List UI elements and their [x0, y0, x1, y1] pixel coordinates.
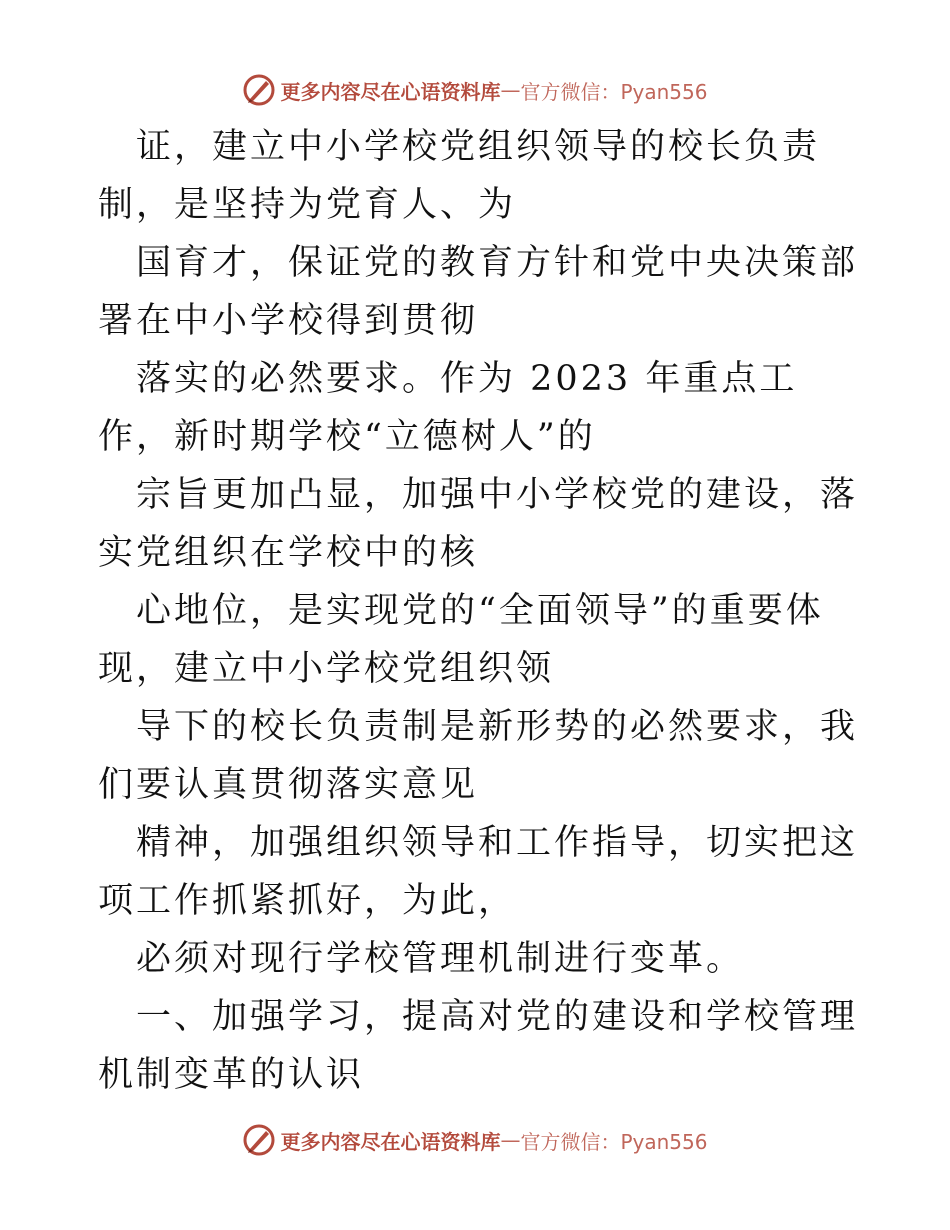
paragraph: 精神，加强组织领导和工作指导，切实把这项工作抓紧抓好，为此，	[98, 823, 859, 921]
document-body	[98, 118, 858, 1104]
paragraph: 国育才，保证党的教育方针和党中央决策部署在中小学校得到贯彻	[98, 243, 859, 341]
paragraph: 导下的校长负责制是新形势的必然要求，我们要认真贯彻落实意见	[98, 707, 859, 805]
paragraph: 心地位，是实现党的“全面领导”的重要体现，建立中小学校党组织领	[98, 591, 824, 689]
section-heading: 一、加强学习，提高对党的建设和学校管理机制变革的认识	[98, 997, 859, 1095]
footer-banner	[0, 1120, 950, 1160]
banner-contact: 官方微信：Pyan556	[520, 1129, 708, 1154]
paragraph: 落实的必然要求。作为 2023 年重点工作，新时期学校“立德树人”的	[98, 359, 798, 457]
paragraph: 必须对现行学校管理机制进行变革。	[136, 939, 745, 979]
header-banner	[0, 70, 950, 110]
paragraph: 宗旨更加凸显，加强中小学校党的建设，落实党组织在学校中的核	[98, 475, 859, 573]
pen-logo-icon	[242, 73, 276, 107]
banner-dash: —	[500, 1128, 521, 1152]
banner-text: 更多内容尽在心语资料库	[280, 79, 501, 104]
pen-logo-icon	[242, 1123, 276, 1157]
paragraph: 证，建立中小学校党组织领导的校长负责制，是坚持为党育人、为	[98, 127, 821, 225]
banner-contact: 官方微信：Pyan556	[520, 79, 708, 104]
banner-dash: —	[500, 78, 521, 102]
banner-text: 更多内容尽在心语资料库	[280, 1129, 501, 1154]
